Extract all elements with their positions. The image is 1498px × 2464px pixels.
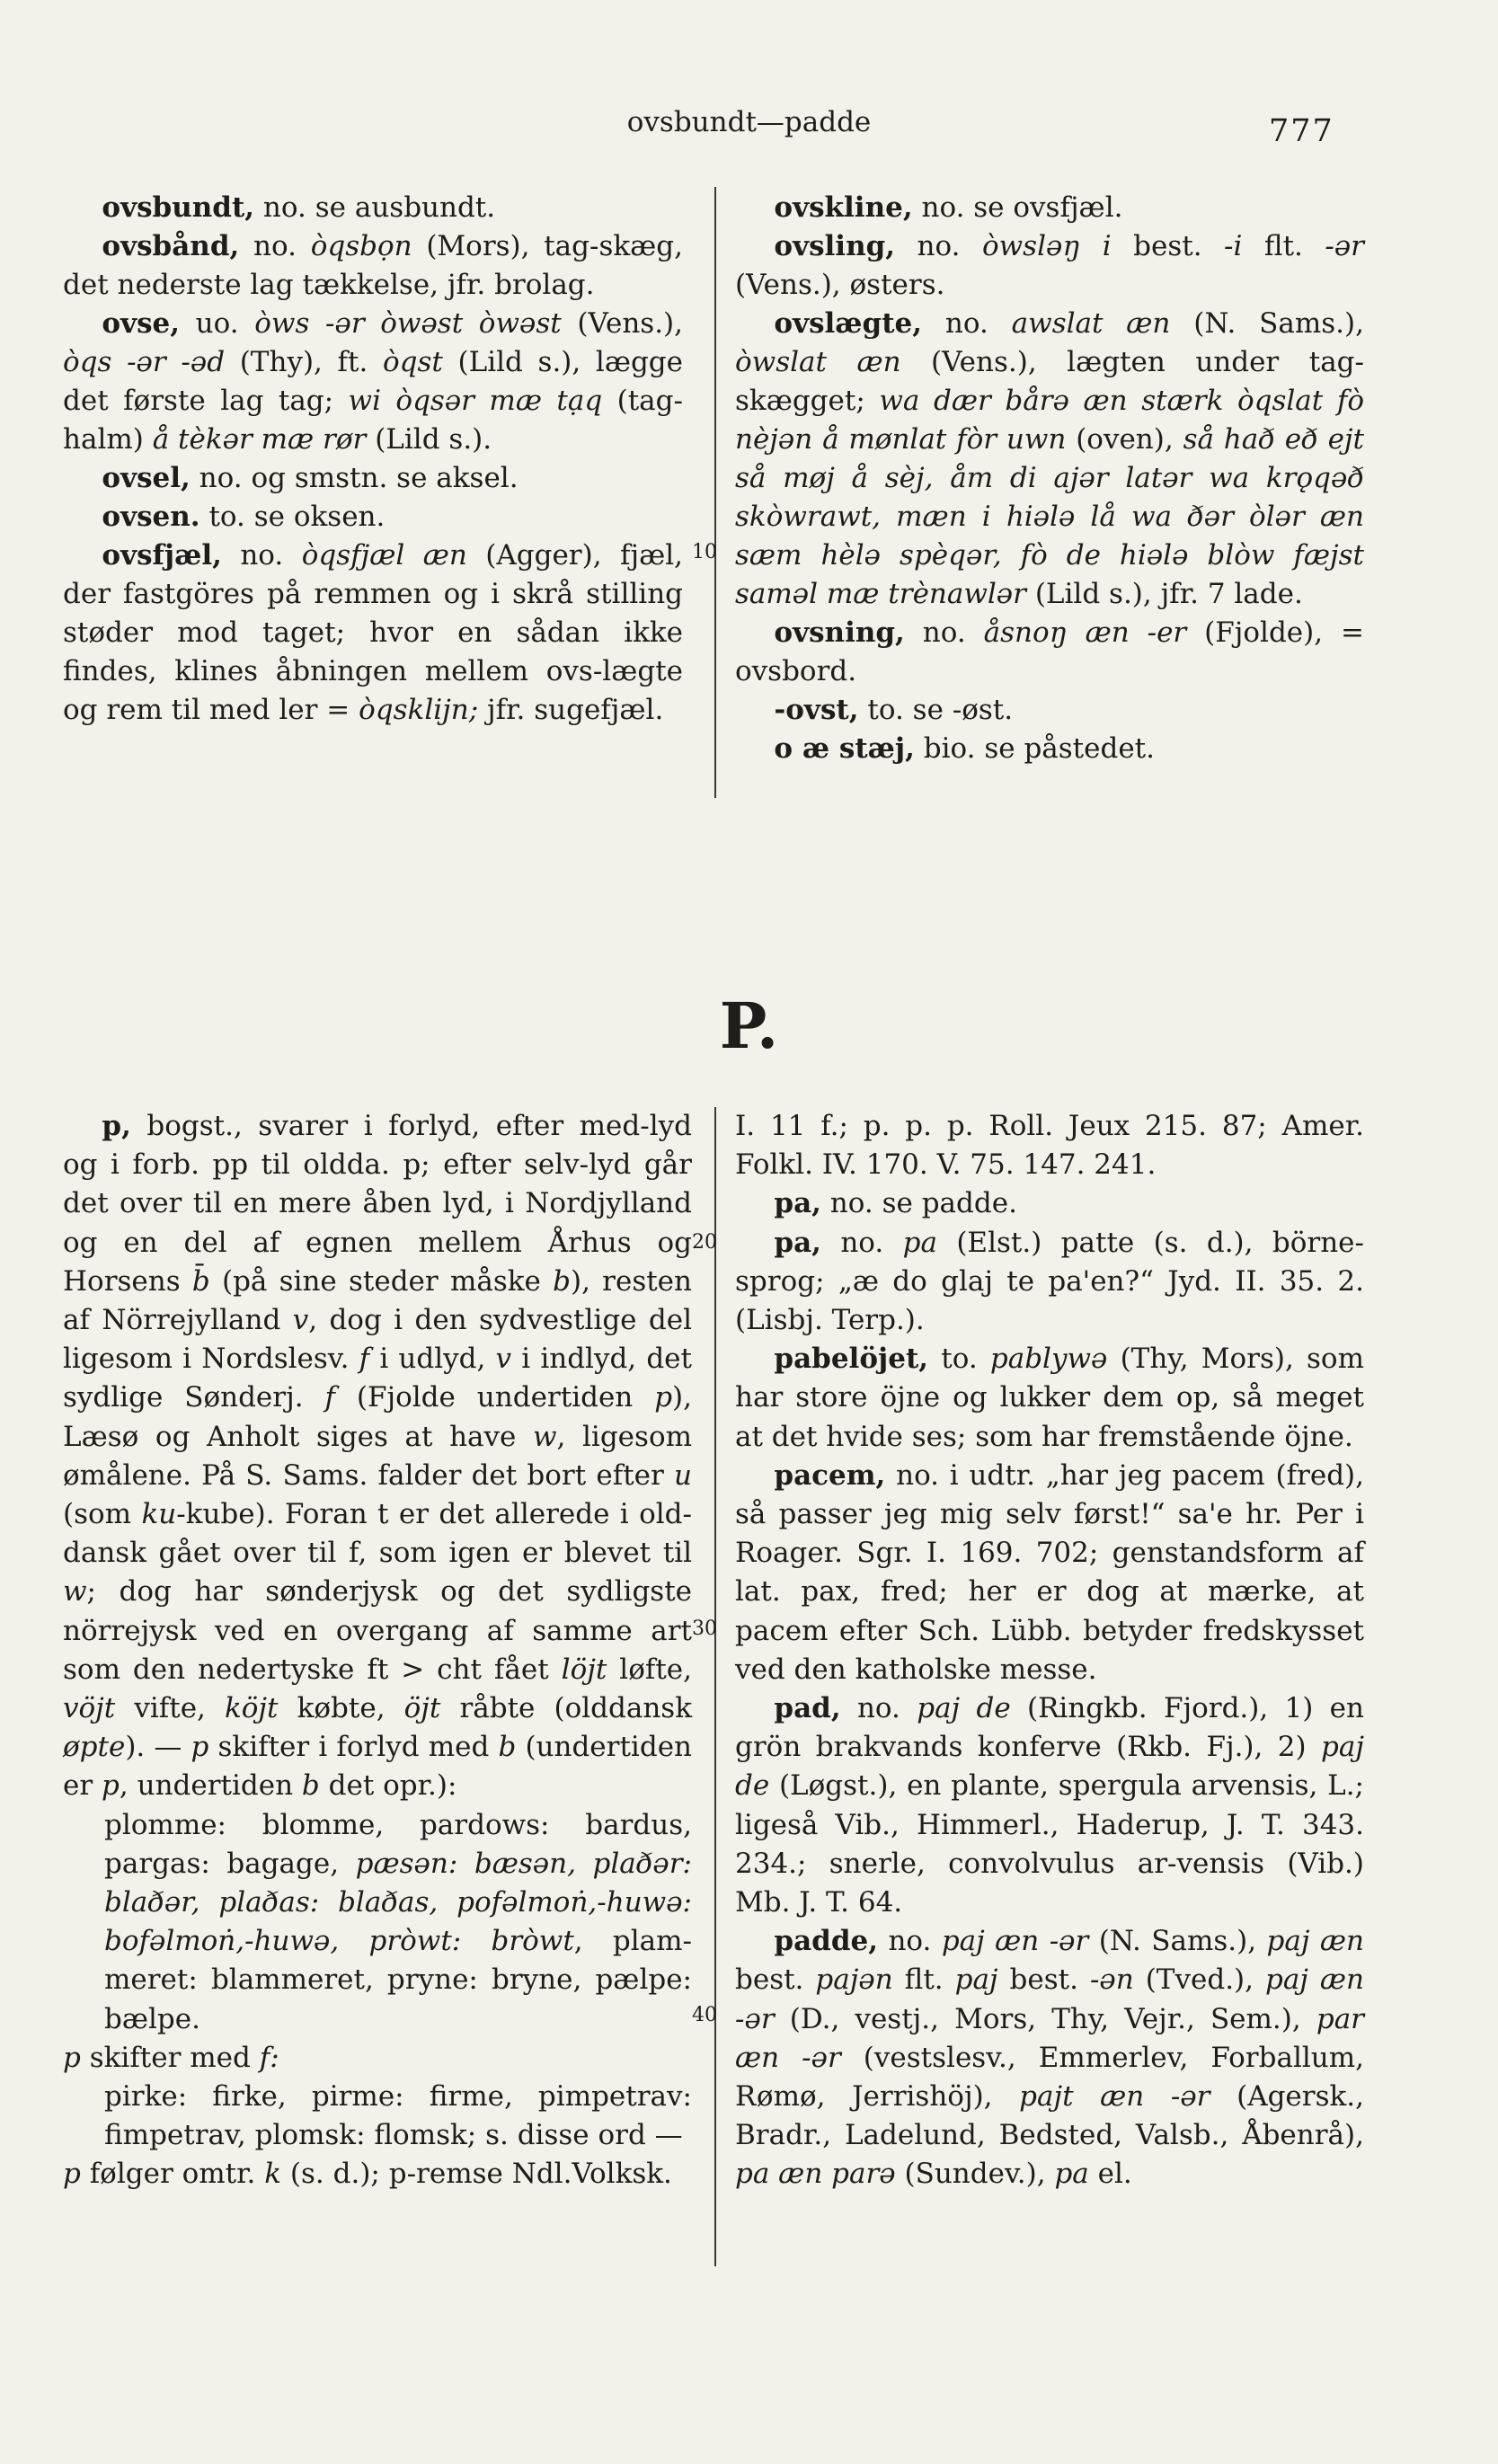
definition: (Vens.), — [561, 307, 684, 340]
headword: p, — [102, 1110, 131, 1142]
definition: no. — [221, 539, 302, 572]
entry-ovsel — [63, 459, 683, 498]
entry-ovslaegte — [735, 305, 1364, 614]
entry-ovsbaand — [63, 227, 683, 305]
phonetic: löjt — [561, 1653, 607, 1686]
headword: ovse, — [102, 307, 181, 340]
entry-p — [63, 1107, 692, 1806]
phonetic: p — [654, 1381, 673, 1414]
headword: pa, — [774, 1226, 821, 1259]
phonetic: å tèkər mæ rør — [152, 423, 367, 456]
phonetic: òqsbọn — [310, 230, 412, 262]
definition: el. — [1088, 2158, 1132, 2191]
definition: (Thy, Mors), som har store öjne og lukker dem op, så meget at det hvide ses; som har fremstående öjne. — [735, 1343, 1364, 1453]
definition: to. — [928, 1343, 990, 1376]
phonetic: -ər — [1325, 230, 1364, 262]
definition: (Tved.), — [1133, 1963, 1265, 1997]
definition: (Lild s.). — [366, 423, 492, 456]
definition: vifte, — [115, 1692, 225, 1725]
definition: , undertiden — [119, 1769, 302, 1803]
definition: (Agger), fjæl, der fastgöres på remmen og i skrå stilling støder mod taget; hvor en sådan ikke findes, klines åbningen mellem ovs-lægte og rem til med ler = — [63, 539, 683, 726]
definition: følger omtr. — [80, 2158, 265, 2191]
headword: ovsbånd, — [102, 230, 240, 262]
phonetic: òqsfjæl æn — [301, 539, 467, 572]
entry-ovsbundt — [63, 189, 683, 227]
definition: (Elst.) patte (s. d.), börne-sprog; „æ do glaj te pa'en?“ Jyd. II. 35. 2. (Lisbj. Terp.). — [735, 1226, 1364, 1337]
phonetic: pa æn parə — [735, 2158, 896, 2191]
definition: i indlyd, det sydlige Sønderj. — [63, 1343, 692, 1414]
entry-pa-1 — [735, 1184, 1364, 1223]
definition: no. — [922, 307, 1012, 340]
definition: (Mors), tag-skæg, det nederste lag tækkelse, jfr. brolag. — [63, 230, 683, 301]
definition: no. — [820, 1226, 903, 1259]
phonetic: pajt æn -ər — [1019, 2080, 1210, 2114]
definition: (Vens.), lægten under tag-skægget; — [735, 346, 1364, 417]
line-number-30: 30 — [692, 1618, 717, 1640]
definition: no. — [840, 1692, 917, 1725]
phonetic: pa — [902, 1226, 937, 1259]
definition: (undertiden er — [63, 1731, 693, 1803]
headword: ovsel, — [102, 462, 191, 494]
definition: råbte (olddansk — [440, 1692, 692, 1725]
definition: no. — [904, 616, 984, 649]
phonetic: åsnoŋ æn -er — [983, 616, 1187, 649]
phonetic: så hað eð ejt så møj å sèj, åm di ajər latər wa krǫqəð skòwrawt, mæn i hiələ lå wa ðər òlər æn sæm hèlə spèqər, fò de hiələ blòw fæjst saməl mæ trènawlər — [735, 423, 1364, 610]
definition: -kube). Foran t er det allerede i old-dansk gået over til f, som igen er blevet til — [63, 1498, 692, 1570]
definition: (N. Sams.), — [1170, 307, 1364, 340]
phonetic: pablywə — [989, 1343, 1108, 1376]
phonetic: pa — [1054, 2158, 1089, 2191]
definition: (Fjolde), = ovsbord. — [735, 616, 1364, 687]
phonetic: paj de — [917, 1692, 1011, 1725]
phonetic: f — [359, 1343, 370, 1376]
phonetic: v — [495, 1343, 512, 1376]
definition: (på sine steder måske — [209, 1264, 554, 1298]
definition: købte, — [278, 1692, 404, 1725]
definition: bio. se påstedet. — [914, 732, 1155, 765]
definition: løfte, — [607, 1653, 692, 1686]
phonetic: awslat æn — [1011, 307, 1171, 340]
definition: (Ringkb. Fjord.), 1) en grön brakvands konferve (Rkb. Fj.), 2) — [735, 1692, 1364, 1764]
phonetic: -i — [1224, 230, 1243, 262]
example-text: , plam-meret: blammeret, pryne: bryne, pælpe: bælpe. — [104, 1925, 692, 2035]
definition: (s. d.); p-remse Ndl.Volksk. — [281, 2158, 672, 2191]
definition: skifter i forlyd med — [208, 1731, 499, 1764]
definition: no. — [878, 1925, 942, 1958]
phonetic: u — [674, 1458, 692, 1492]
headword: ovsning, — [774, 616, 905, 649]
phonetic: w — [63, 1575, 87, 1609]
definition: (Thy), ft. — [225, 346, 383, 378]
definition: best. — [735, 1963, 816, 1997]
definition: (tag-halm) — [63, 385, 683, 456]
phonetic: òws -ər òwəst òwəst — [254, 307, 562, 340]
definition: (som — [63, 1498, 142, 1531]
definition: (vestslesv., Emmerlev, Forballum, Rømø, Jerrishöj), — [735, 2041, 1364, 2114]
definition: no. — [239, 230, 311, 262]
phonetic: paj de — [735, 1731, 1364, 1803]
definition: (D., vestj., Mors, Thy, Vejr., Sem.), — [774, 2002, 1316, 2035]
line-number-20: 20 — [692, 1231, 717, 1254]
entry-padde — [735, 1922, 1364, 2194]
phonetic: b — [498, 1731, 517, 1764]
phonetic: òqsklijn; — [359, 694, 479, 726]
definition: flt. — [892, 1963, 955, 1997]
phonetic: v — [292, 1304, 309, 1337]
definition: (oven), — [1066, 423, 1183, 456]
phonetic: paj æn — [1266, 1925, 1364, 1958]
definition: to. se -øst. — [858, 694, 1014, 726]
phonetic: f — [324, 1381, 335, 1414]
definition: , ligesom ømålene. På S. Sams. falder det bort efter — [63, 1420, 692, 1492]
definition: no. i udtr. „har jeg pacem (fred), så passer jeg mig selv først!“ sa'e hr. Per i Roager. Sgr. I. 169. 702; genstandsform af lat. pax, fred; her er dog at mærke, at pacem efter Sch. Lübb. betyder fredskysset ved den katholske messe. — [735, 1458, 1364, 1686]
definition: ; dog har sønderjysk og det sydligste nörrejysk ved en overgang af samme art som den nedertyske ft > cht fået — [63, 1575, 692, 1686]
phonetic: f: — [259, 2041, 279, 2074]
headword: ovsfjæl, — [102, 539, 222, 572]
entry-pa-2 — [735, 1224, 1364, 1341]
page-number: 777 — [1269, 113, 1334, 149]
continuation-text: I. 11 f.; p. p. p. Roll. Jeux 215. 87; Amer. Folkl. IV. 170. V. 75. 147. 241. — [735, 1110, 1364, 1182]
phonetic: paj — [954, 1963, 998, 1997]
line-number-10: 10 — [692, 541, 717, 563]
headword: ovslægte, — [774, 307, 923, 340]
definition: (Fjolde undertiden — [334, 1381, 655, 1414]
entry-ovsfjael — [63, 536, 683, 730]
entry-pacem — [735, 1457, 1364, 1689]
phonetic: paj æn -ər — [941, 1925, 1089, 1958]
definition: best. — [1111, 230, 1225, 262]
phonetic: wa dær bårə æn stærk òqslat fò nèjən å mønlat fòr uwn — [735, 385, 1364, 456]
definition: (N. Sams.), — [1088, 1925, 1267, 1958]
entry-o-ae-staej — [735, 730, 1364, 768]
column-divider-bottom — [714, 1107, 716, 2266]
phonetic: p — [63, 2158, 81, 2191]
definition: uo. — [180, 307, 255, 340]
rule-p-k — [63, 2155, 692, 2194]
entry-pad — [735, 1689, 1364, 1922]
phonetic: wi òqsər mæ tạq — [348, 385, 603, 417]
definition: no. og smstn. se aksel. — [190, 462, 519, 494]
phonetic: òqst — [383, 346, 443, 378]
phonetic: òwsləŋ i — [981, 230, 1112, 262]
right-column-bottom — [735, 1107, 1364, 2194]
headword: ovsling, — [774, 230, 896, 262]
headword: pad, — [774, 1692, 841, 1725]
headword: pabelöjet, — [774, 1343, 929, 1376]
entry-ovsning — [735, 614, 1364, 691]
definition: no. — [895, 230, 982, 262]
example-text: plomme: blomme, pardows: bardus, pargas: bagage, — [104, 1808, 692, 1880]
definition: (Agersk., Bradr., Ladelund, Bedsted, Valsb., Åbenrå), — [735, 2080, 1364, 2152]
running-head: ovsbundt—padde — [626, 106, 872, 138]
definition: ), Læsø og Anholt siges at have — [63, 1381, 692, 1453]
definition: best. — [997, 1963, 1090, 1997]
rule-p-f — [63, 2039, 692, 2078]
headword: o æ stæj, — [774, 732, 915, 765]
entry-ovskline — [735, 189, 1364, 227]
right-column-top — [735, 189, 1364, 768]
examples-p-b — [104, 1806, 692, 2039]
line-number-40: 40 — [692, 2004, 717, 2026]
definition: bogst., svarer i forlyd, efter med-lyd og i forb. pp til oldda. p; efter selv-lyd går det over til en mere åben lyd, i Nordjylland og en del af egnen mellem Århus og Horsens — [63, 1110, 692, 1298]
phonetic: p — [102, 1769, 120, 1803]
definition: ), resten af Nörrejylland — [63, 1264, 692, 1337]
entry-ovsling — [735, 227, 1364, 305]
headword: ovsen. — [102, 501, 200, 533]
definition: (Sundev.), — [895, 2158, 1055, 2191]
definition: to. se oksen. — [199, 501, 386, 533]
phonetic: òqs -ər -əd — [63, 346, 226, 378]
definition: (Løgst.), en plante, spergula arvensis, L.; ligeså Vib., Himmerl., Haderup, J. T. 343. 234.; snerle, convolvulus ar-vensis (Vib.) Mb. J. T. 64. — [735, 1769, 1364, 1919]
entry-ovse — [63, 305, 683, 459]
entry-ovst — [735, 691, 1364, 730]
definition: (Lild s.), jfr. 7 lade. — [1025, 578, 1303, 610]
phonetic: p — [63, 2041, 81, 2074]
phonetic: par æn -ər — [735, 2002, 1364, 2074]
column-divider-top — [714, 187, 716, 798]
phonetic: w — [533, 1420, 557, 1453]
definition: skifter med — [80, 2041, 260, 2074]
phonetic: ku — [141, 1498, 177, 1531]
definition: jfr. sugefjæl. — [478, 694, 664, 726]
definition: det opr.): — [319, 1769, 457, 1803]
section-letter-heading: P. — [719, 988, 779, 1063]
phonetic: köjt — [224, 1692, 279, 1725]
definition: (Lild s.), lægge det første lag tag; — [63, 346, 683, 417]
definition: no. se padde. — [820, 1187, 1017, 1220]
phonetic: b — [553, 1264, 571, 1298]
headword: ovsbundt, — [102, 191, 255, 224]
phonetic: öjt — [403, 1692, 441, 1725]
headword: pacem, — [774, 1458, 886, 1492]
definition: , dog i den sydvestlige del ligesom i Nordslesv. — [63, 1304, 692, 1376]
phonetic: b — [301, 1769, 320, 1803]
definition: no. se ausbundt. — [254, 191, 496, 224]
headword: padde, — [774, 1925, 879, 1958]
phonetic: òwslat æn — [735, 346, 901, 378]
phonetic: vöjt — [63, 1692, 116, 1725]
phonetic: pajən — [815, 1963, 893, 1997]
phonetic: k — [264, 2158, 282, 2191]
entry-pabeloejet — [735, 1340, 1364, 1457]
definition: (Vens.), østers. — [735, 269, 945, 301]
left-column-top — [63, 189, 683, 730]
phonetic: pæsən: bæsən, plaðər: blaðər, plaðas: blaðas, pofəlmoṅ,-huwə: bofəlmoṅ,-huwə, pròwt: bròwt — [104, 1847, 692, 1958]
phonetic: b̄ — [191, 1264, 210, 1298]
definition: no. se ovsfjæl. — [912, 191, 1123, 224]
phonetic: p — [191, 1731, 209, 1764]
definition: i udlyd, — [369, 1343, 496, 1376]
definition: flt. — [1242, 230, 1325, 262]
left-column-bottom — [63, 1107, 692, 2194]
phonetic: øpte — [63, 1731, 126, 1764]
headword: pa, — [774, 1187, 821, 1220]
headword: ovskline, — [774, 191, 913, 224]
phonetic: -ən — [1089, 1963, 1134, 1997]
headword: -ovst, — [774, 694, 859, 726]
entry-ovsen — [63, 498, 683, 536]
examples-p-f: pirke: firke, pirme: firme, pimpetrav: fimpetrav, plomsk: flomsk; s. disse ord — — [104, 2080, 692, 2152]
phonetic: paj æn -ər — [735, 1963, 1365, 2035]
definition: ). — — [125, 1731, 191, 1764]
